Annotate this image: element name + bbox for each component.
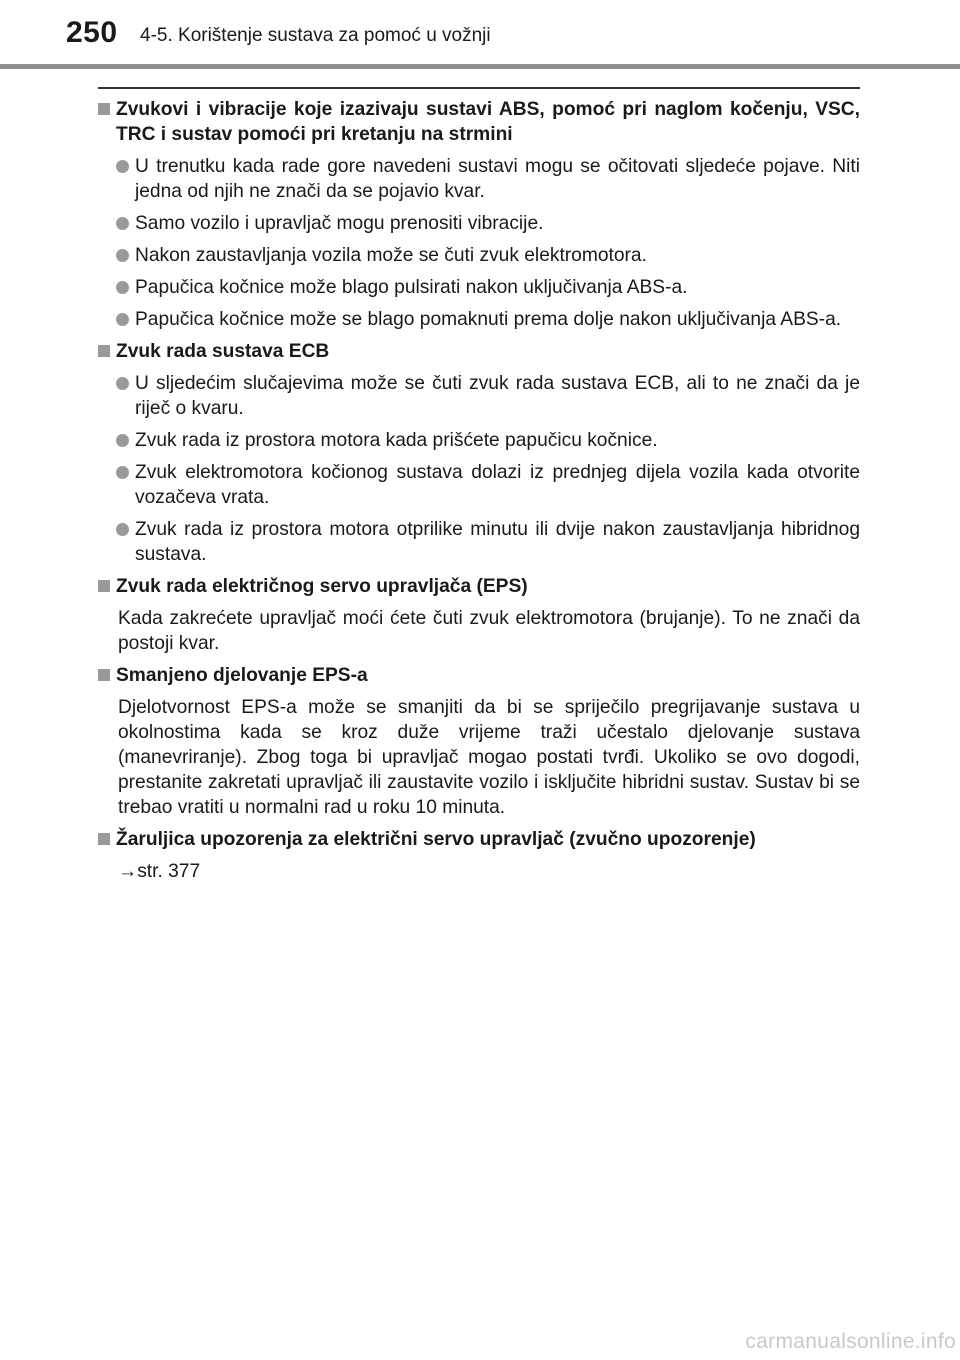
square-bullet-icon [98, 580, 110, 592]
square-bullet-icon [98, 833, 110, 845]
circle-bullet-icon [116, 466, 129, 479]
section-heading-eps-reduced: Smanjeno djelovanje EPS-a [98, 663, 860, 688]
header-divider [0, 64, 960, 69]
page-header [0, 0, 960, 70]
bullet-item: Zvuk rada iz prostora motora otprilike minutu ili dvije nakon zaustavljanja hibridnog sustava. [98, 517, 860, 567]
circle-bullet-icon [116, 523, 129, 536]
section-heading-eps-sound: Zvuk rada električnog servo upravljača (EPS) [98, 574, 860, 599]
section-rule [98, 87, 860, 89]
bullet-item: Samo vozilo i upravljač mogu prenositi vibracije. [98, 211, 860, 236]
circle-bullet-icon [116, 160, 129, 173]
circle-bullet-icon [116, 313, 129, 326]
section-heading-eps-warning: Žaruljica upozorenja za električni servo upravljač (zvučno upozorenje) [98, 827, 860, 852]
circle-bullet-icon [116, 377, 129, 390]
page-content [98, 97, 860, 891]
page-number: 250 [66, 16, 118, 49]
bullet-item: Papučica kočnice može blago pulsirati nakon uključivanja ABS-a. [98, 275, 860, 300]
section-heading-ecb: Zvuk rada sustava ECB [98, 339, 860, 364]
section-heading-abs: Zvukovi i vibracije koje izazivaju sustavi ABS, pomoć pri naglom kočenju, VSC, TRC i sustav pomoći pri kretanju na strmini [98, 97, 860, 147]
bullet-item: Zvuk rada iz prostora motora kada prišćete papučicu kočnice. [98, 428, 860, 453]
section-paragraph: Djelotvornost EPS-a može se smanjiti da bi se spriječilo pregrijavanje sustava u okolnostima kada se kroz duže vrijeme traži učestalo djelovanje sustava (manevriranje). Zbog toga bi upravljač mogao postati tvrđi. Ukoliko se ovo dogodi, prestanite zakretati upravljač ili zaustavite vozilo i isključite hibridni sustav. Sustav bi se trebao vratiti u normalni rad u roku 10 minuta. [118, 697, 860, 818]
bullet-item: Nakon zaustavljanja vozila može se čuti zvuk elektromotora. [98, 243, 860, 268]
square-bullet-icon [98, 669, 110, 681]
square-bullet-icon [98, 345, 110, 357]
bullet-item: U trenutku kada rade gore navedeni sustavi mogu se očitovati sljedeće pojave. Niti jedna od njih ne znači da se pojavio kvar. [98, 154, 860, 204]
bullet-item: U sljedećim slučajevima može se čuti zvuk rada sustava ECB, ali to ne znači da je riječ o kvaru. [98, 371, 860, 421]
page-reference-link[interactable]: →str. 377 [118, 861, 201, 882]
section-paragraph: Kada zakrećete upravljač moći ćete čuti zvuk elektromotora (brujanje). To ne znači da postoji kvar. [118, 608, 860, 654]
chapter-title: 4-5. Korištenje sustava za pomoć u vožnji [140, 25, 491, 46]
square-bullet-icon [98, 103, 110, 115]
bullet-item: Papučica kočnice može se blago pomaknuti prema dolje nakon uključivanja ABS-a. [98, 307, 860, 332]
watermark: carmanualsonline.info [745, 1330, 956, 1353]
bullet-item: Zvuk elektromotora kočionog sustava dolazi iz prednjeg dijela vozila kada otvorite vozačeva vrata. [98, 460, 860, 510]
circle-bullet-icon [116, 249, 129, 262]
circle-bullet-icon [116, 217, 129, 230]
circle-bullet-icon [116, 434, 129, 447]
circle-bullet-icon [116, 281, 129, 294]
